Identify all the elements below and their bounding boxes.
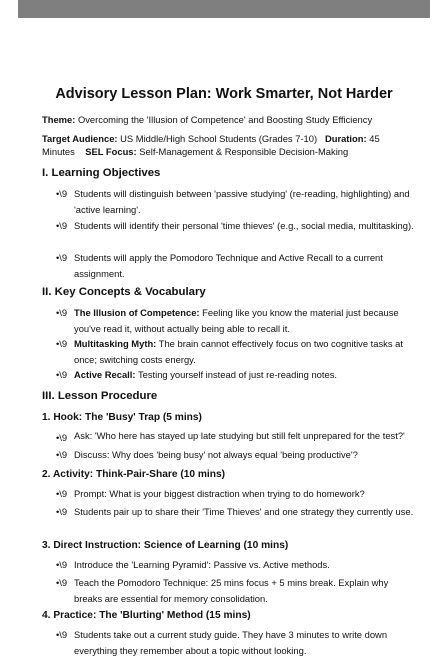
- list-item: [56, 250, 426, 280]
- instruction-text: Introduce the 'Learning Pyramid': Passive vs. Active methods.: [74, 559, 330, 570]
- objective-text: Students will distinguish between 'passive studying' (re-reading, highlighting) and 'active learning'.: [74, 188, 410, 215]
- activity-text: Prompt: What is your biggest distraction when trying to do homework?: [74, 488, 365, 499]
- list-item: [56, 367, 426, 383]
- subheading-activity: 2. Activity: Think-Pair-Share (10 mins): [42, 469, 226, 480]
- concept-text: [74, 305, 414, 337]
- list-item: [56, 430, 426, 446]
- bullet-marker: •\9: [56, 488, 68, 499]
- hook-text: Ask: 'Who here has stayed up late studying but still felt unprepared for the test?': [74, 430, 405, 441]
- bullet-marker: •\9: [56, 188, 68, 199]
- section-heading-objectives: I. Learning Objectives: [42, 167, 161, 179]
- audience-value: US Middle/High School Students (Grades 7-10): [120, 133, 318, 144]
- bullet-marker: •\9: [56, 338, 68, 349]
- bullet-marker: •\9: [56, 449, 68, 460]
- list-item: [56, 486, 426, 502]
- concept-definition: Feeling like you know the material just because you've read it, without actually being able to recall it.: [74, 307, 399, 334]
- bullet-marker: •\9: [56, 252, 68, 263]
- subheading-instruction: 3. Direct Instruction: Science of Learning (10 mins): [42, 540, 289, 551]
- objective-text: Students will apply the Pomodoro Technique and Active Recall to a current assignment.: [74, 252, 383, 279]
- page-title: Advisory Lesson Plan: Work Smarter, Not Harder: [55, 86, 393, 102]
- bullet-marker: •\9: [56, 629, 68, 640]
- concept-term: Active Recall:: [74, 369, 136, 380]
- bullet-marker: •\9: [56, 577, 68, 588]
- section-heading-procedure: III. Lesson Procedure: [42, 390, 158, 402]
- theme-value: Overcoming the 'Illusion of Competence' and Boosting Study Efficiency: [77, 114, 373, 125]
- top-toolbar-strip: [18, 0, 430, 18]
- audience-label: Target Audience:: [42, 133, 118, 144]
- bullet-marker: •\9: [56, 432, 68, 443]
- subheading-practice: 4. Practice: The 'Blurting' Method (15 mins): [42, 610, 251, 621]
- bullet-marker: •\9: [56, 369, 68, 380]
- hook-text: Discuss: Why does 'being busy' not always equal 'being productive'?: [74, 449, 358, 460]
- duration-value-cont: Minutes: [42, 146, 75, 157]
- section-heading-concepts: II. Key Concepts & Vocabulary: [42, 286, 206, 298]
- objective-text: Students will identify their personal 'time thieves' (e.g., social media, multitasking).: [74, 220, 414, 231]
- concept-term: The Illusion of Competence:: [74, 307, 200, 318]
- list-item: [56, 336, 426, 366]
- subheading-hook: 1. Hook: The 'Busy' Trap (5 mins): [42, 412, 202, 423]
- bullet-marker: •\9: [56, 506, 68, 517]
- sel-line: [42, 146, 348, 158]
- list-item: [56, 504, 426, 534]
- list-item: [56, 627, 426, 656]
- bullet-marker: •\9: [56, 220, 68, 231]
- concept-definition: Testing yourself instead of just re-reading notes.: [137, 369, 338, 380]
- list-item: [56, 557, 426, 573]
- list-item: [56, 218, 426, 248]
- concept-text: [74, 367, 414, 383]
- list-item: [56, 305, 426, 335]
- concept-definition: The brain cannot effectively focus on two cognitive tasks at once; switching costs energy.: [74, 338, 403, 365]
- theme-label: Theme:: [42, 114, 76, 125]
- duration-label: Duration:: [324, 133, 367, 144]
- theme-line: [42, 114, 372, 126]
- list-item: [56, 447, 426, 463]
- duration-value: 45: [369, 133, 380, 144]
- audience-line: [42, 133, 380, 145]
- list-item: [56, 575, 426, 605]
- activity-text: Students pair up to share their 'Time Thieves' and one strategy they currently use.: [74, 506, 414, 517]
- bullet-marker: •\9: [56, 307, 68, 318]
- practice-text: Students take out a current study guide. They have 3 minutes to write down everything they remember about a topic without looking.: [74, 629, 388, 656]
- bullet-marker: •\9: [56, 559, 68, 570]
- sel-value: Self-Management & Responsible Decision-Making: [139, 146, 349, 157]
- sel-label: SEL Focus:: [85, 146, 137, 157]
- concept-term: Multitasking Myth:: [74, 338, 157, 349]
- concept-text: [74, 336, 414, 368]
- list-item: [56, 186, 426, 216]
- instruction-text: Teach the Pomodoro Technique: 25 mins focus + 5 mins break. Explain why breaks are essential for memory consolidation.: [74, 577, 389, 604]
